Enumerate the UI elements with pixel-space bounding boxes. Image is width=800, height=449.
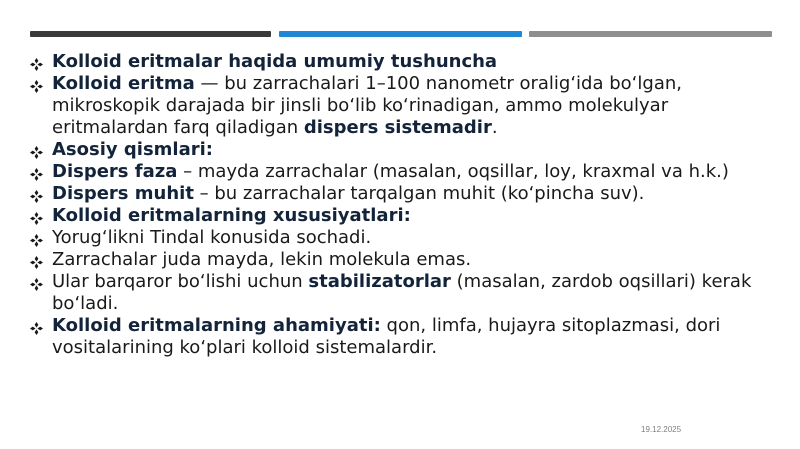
bullet-text: . <box>491 117 498 138</box>
diamond-bullet-icon <box>30 143 43 156</box>
bullet-item <box>30 183 770 205</box>
bullet-text-bold: stabilizatorlar <box>308 271 451 292</box>
bullet-item <box>30 227 770 249</box>
diamond-bullet-icon <box>30 319 43 332</box>
diamond-bullet-icon <box>30 165 43 178</box>
bullet-item <box>30 161 770 183</box>
bullet-item <box>30 271 770 315</box>
bullet-text: Zarrachalar juda mayda, lekin molekula emas. <box>52 249 472 270</box>
bullet-item <box>30 205 770 227</box>
bullet-text-bold: Kolloid eritmalarning xususiyatlari: <box>52 205 411 226</box>
bullet-text: – mayda zarrachalar (masalan, oqsillar, loy, kraxmal va h.k.) <box>177 161 729 182</box>
diamond-bullet-icon <box>30 209 43 222</box>
slide-date: 19.12.2025 <box>641 425 682 434</box>
bullet-text-bold: Kolloid eritma <box>52 73 195 94</box>
bullet-item <box>30 315 770 359</box>
bullet-text-bold: Dispers muhit <box>52 183 194 204</box>
decoration-bar-blue <box>279 31 522 37</box>
bullet-text: Yorug‘likni Tindal konusida sochadi. <box>52 227 372 248</box>
bullet-text: Ular barqaror bo‘lishi uchun <box>52 271 309 292</box>
bullet-text: (masalan, zardob oqsillari) kerak bo‘ladi. <box>52 271 752 314</box>
bullet-text-bold: Kolloid eritmalarning ahamiyati: <box>52 315 381 336</box>
diamond-bullet-icon <box>30 187 43 200</box>
diamond-bullet-icon <box>30 275 43 288</box>
top-decoration-bars <box>0 31 800 38</box>
bullet-text: — bu zarrachalari 1–100 nanometr oralig‘ida bo‘lgan, mikroskopik darajada bir jinsli bo‘lib ko‘rinadigan, ammo molekulyar eritmalardan farq qiladigan <box>52 73 682 138</box>
bullet-item <box>30 73 770 139</box>
bullet-text-bold: Dispers faza <box>52 161 178 182</box>
bullet-item <box>30 249 770 271</box>
bullet-text: qon, limfa, hujayra sitoplazmasi, dori vositalarining ko‘plari kolloid sistemalardir. <box>52 315 721 358</box>
content-bullet-list <box>30 51 770 359</box>
bullet-text: – bu zarrachalar tarqalgan muhit (ko‘pincha suv). <box>193 183 645 204</box>
bullet-item <box>30 139 770 161</box>
bullet-text-bold: dispers sistemadir <box>303 117 492 138</box>
bullet-text-bold: Asosiy qismlari: <box>52 139 213 160</box>
diamond-bullet-icon <box>30 253 43 266</box>
bullet-text-bold: Kolloid eritmalar haqida umumiy tushuncha <box>52 51 498 72</box>
decoration-bar-dark <box>30 31 271 37</box>
diamond-bullet-icon <box>30 231 43 244</box>
diamond-bullet-icon <box>30 55 43 68</box>
bullet-item <box>30 51 770 73</box>
decoration-bar-gray <box>529 31 772 37</box>
diamond-bullet-icon <box>30 77 43 90</box>
